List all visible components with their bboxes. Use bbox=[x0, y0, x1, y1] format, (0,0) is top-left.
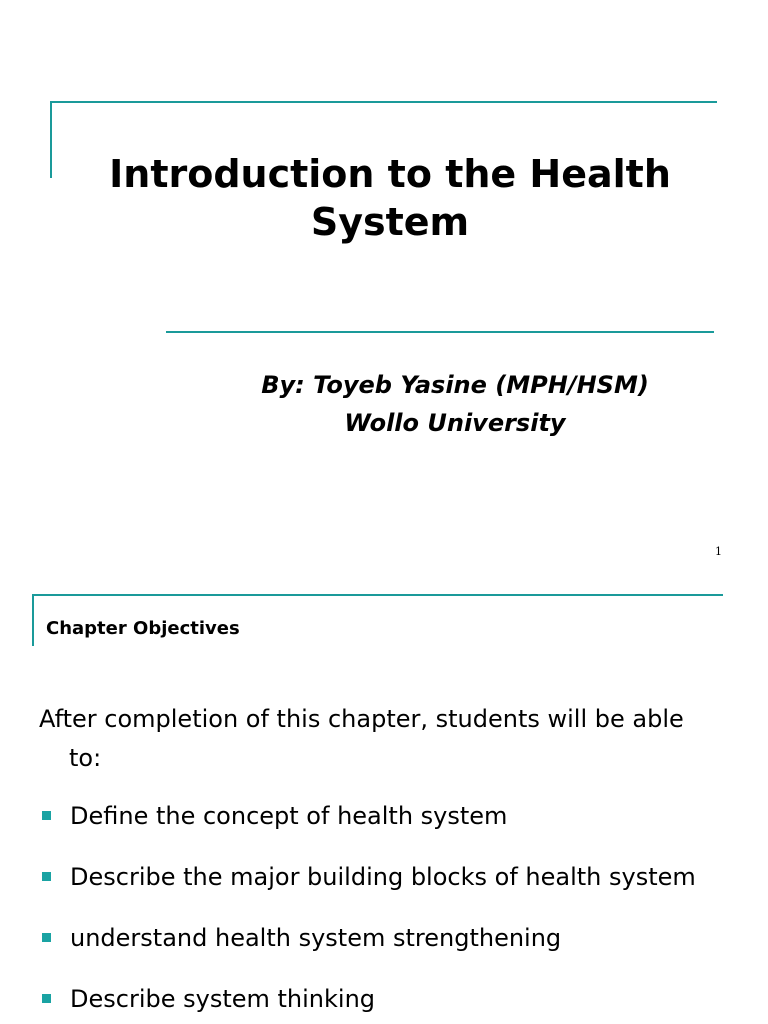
objective-text: Describe system thinking bbox=[70, 985, 376, 1013]
objective-text: understand health system strengthening bbox=[70, 924, 562, 952]
slide2-left-rule bbox=[32, 594, 34, 646]
square-bullet-icon bbox=[42, 811, 51, 820]
slide1-divider-rule bbox=[166, 331, 714, 333]
author-name: By: Toyeb Yasine (MPH/HSM) bbox=[261, 371, 649, 399]
square-bullet-icon bbox=[42, 872, 51, 881]
author-institution: Wollo University bbox=[344, 409, 566, 437]
author-byline bbox=[195, 366, 715, 442]
objective-text: Define the concept of health system bbox=[70, 802, 508, 830]
list-item bbox=[40, 798, 740, 859]
slide1-top-rule bbox=[50, 101, 717, 103]
square-bullet-icon bbox=[42, 933, 51, 942]
page-number: 1 bbox=[715, 545, 722, 558]
slide1-left-rule bbox=[50, 101, 52, 178]
slide-title bbox=[60, 150, 720, 246]
slide-title-line2: System bbox=[310, 200, 470, 244]
objectives-intro-line1: After completion of this chapter, students will be able bbox=[39, 705, 684, 733]
objectives-list bbox=[40, 798, 740, 1024]
chapter-objectives-heading: Chapter Objectives bbox=[46, 618, 240, 639]
objectives-intro bbox=[39, 700, 739, 778]
objectives-intro-line2: to: bbox=[69, 744, 102, 772]
slide-title-line1: Introduction to the Health bbox=[109, 152, 671, 196]
list-item bbox=[40, 981, 740, 1024]
square-bullet-icon bbox=[42, 994, 51, 1003]
list-item bbox=[40, 859, 740, 920]
objective-text: Describe the major building blocks of health system bbox=[70, 863, 696, 891]
slide2-top-rule bbox=[32, 594, 723, 596]
list-item bbox=[40, 920, 740, 981]
